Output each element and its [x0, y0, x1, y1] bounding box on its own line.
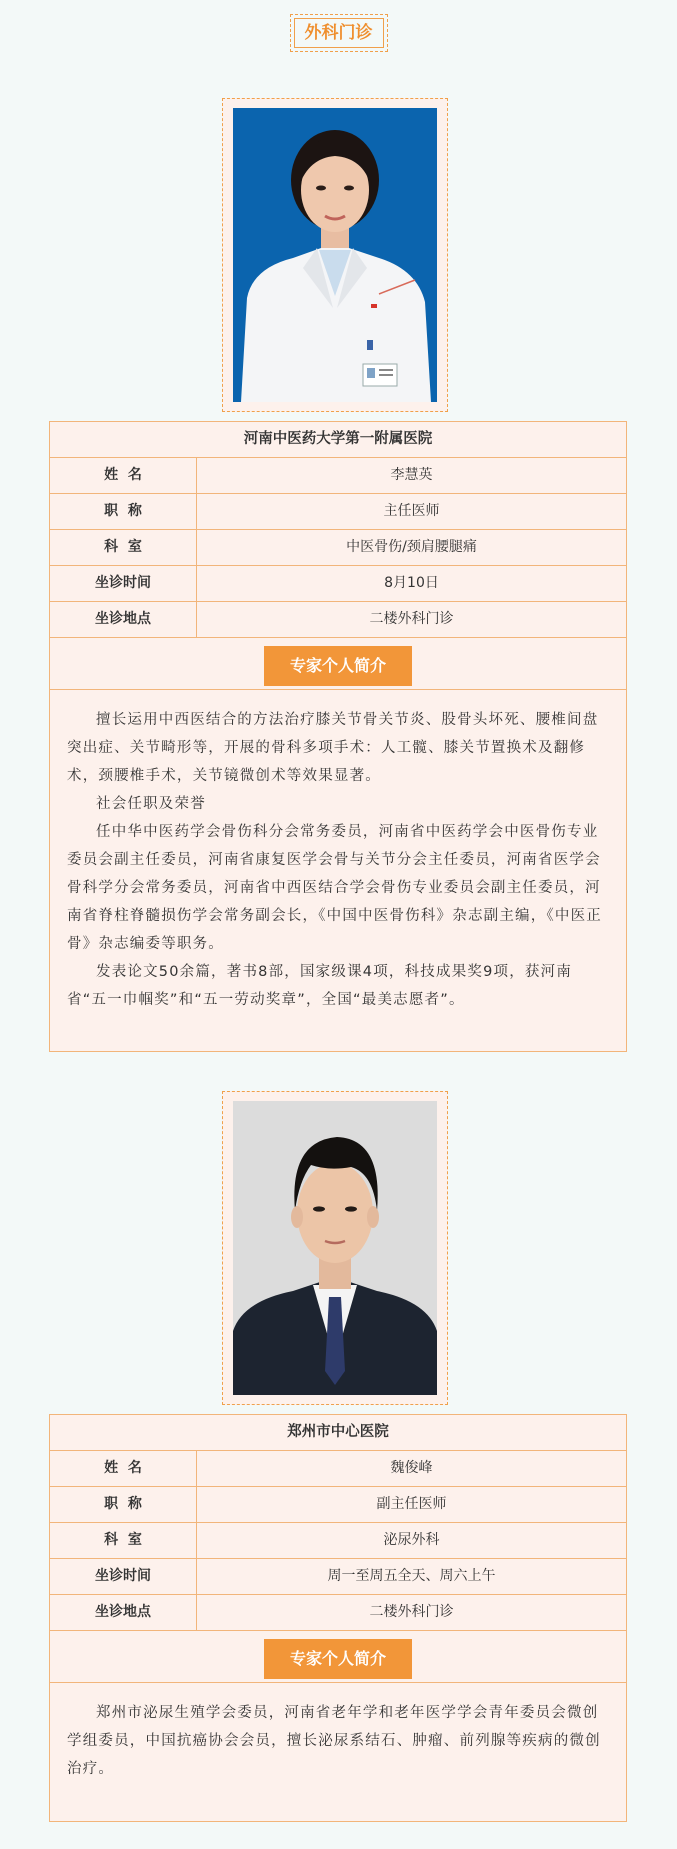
info-row-location [50, 1595, 626, 1631]
field-label: 坐诊地点 [50, 1595, 197, 1630]
intro-heading-row [50, 638, 626, 690]
doctor-1-card [49, 421, 627, 1052]
doctor-2-photo-frame [222, 1091, 448, 1405]
field-label: 姓 名 [50, 1451, 197, 1486]
info-row-name [50, 458, 626, 494]
field-value: 二楼外科门诊 [369, 1604, 454, 1620]
intro-paragraph: 擅长运用中西医结合的方法治疗膝关节骨关节炎、股骨头坏死、腰椎间盘突出症、关节畸形等，开展的骨科多项手术：人工髋、膝关节置换术及翻修术，颈腰椎手术，关节镜微创术等效果显著。 [67, 712, 599, 784]
field-value: 主任医师 [383, 503, 440, 519]
intro-paragraph: 社会任职及荣誉 [96, 796, 206, 812]
field-value: 中医骨伤/颈肩腰腿痛 [346, 539, 477, 555]
intro-paragraph: 郑州市泌尿生殖学会委员，河南省老年学和老年医学学会青年委员会微创学组委员，中国抗癌协会会员，擅长泌尿系结石、肿瘤、前列腺等疾病的微创治疗。 [67, 1705, 601, 1777]
info-row-department [50, 1523, 626, 1559]
info-row-time [50, 566, 626, 602]
doctor-2-card [49, 1414, 627, 1822]
field-label: 科 室 [50, 530, 197, 565]
info-row-location [50, 602, 626, 638]
intro-heading: 专家个人简介 [264, 1639, 412, 1679]
field-label: 职 称 [50, 1487, 197, 1522]
doctor-1-photo [233, 108, 437, 402]
field-label: 坐诊时间 [50, 1559, 197, 1594]
intro-text [50, 690, 626, 1034]
intro-paragraph: 任中华中医药学会骨伤科分会常务委员，河南省中医药学会中医骨伤专业委员会副主任委员，河南省康复医学会骨与关节分会主任委员，河南省医学会骨科学分会常务委员，河南省中西医结合学会骨伤专业委员会副主任委员，河南省脊柱脊髓损伤学会常务副会长，《中国中医骨伤科》杂志副主编，《中医正骨》杂志编委等职务。 [67, 824, 602, 952]
hospital-name: 郑州市中心医院 [50, 1415, 626, 1451]
field-label: 职 称 [50, 494, 197, 529]
field-label: 坐诊时间 [50, 566, 197, 601]
field-value: 二楼外科门诊 [369, 611, 454, 627]
field-value: 副主任医师 [376, 1496, 447, 1512]
info-row-time [50, 1559, 626, 1595]
field-value: 李慧英 [390, 467, 433, 483]
doctor-1-photo-frame [222, 98, 448, 412]
info-row-department [50, 530, 626, 566]
field-label: 坐诊地点 [50, 602, 197, 637]
intro-paragraph: 发表论文50余篇，著书8部，国家级课4项，科技成果奖9项，获河南省“五一巾帼奖”和“五一劳动奖章”，全国“最美志愿者”。 [67, 964, 573, 1008]
field-value: 周一至周五全天、周六上午 [327, 1568, 496, 1584]
field-value: 泌尿外科 [383, 1532, 440, 1548]
info-row-title [50, 494, 626, 530]
info-row-title [50, 1487, 626, 1523]
intro-text [50, 1683, 626, 1803]
intro-heading: 专家个人简介 [264, 646, 412, 686]
doctor-2-photo [233, 1101, 437, 1395]
header [0, 14, 677, 52]
field-label: 姓 名 [50, 458, 197, 493]
hospital-name: 河南中医药大学第一附属医院 [50, 422, 626, 458]
field-value: 8月10日 [384, 575, 439, 591]
title-badge [290, 14, 388, 52]
field-value: 魏俊峰 [390, 1460, 433, 1476]
field-label: 科 室 [50, 1523, 197, 1558]
info-row-name [50, 1451, 626, 1487]
page-title: 外科门诊 [294, 18, 384, 48]
intro-heading-row [50, 1631, 626, 1683]
